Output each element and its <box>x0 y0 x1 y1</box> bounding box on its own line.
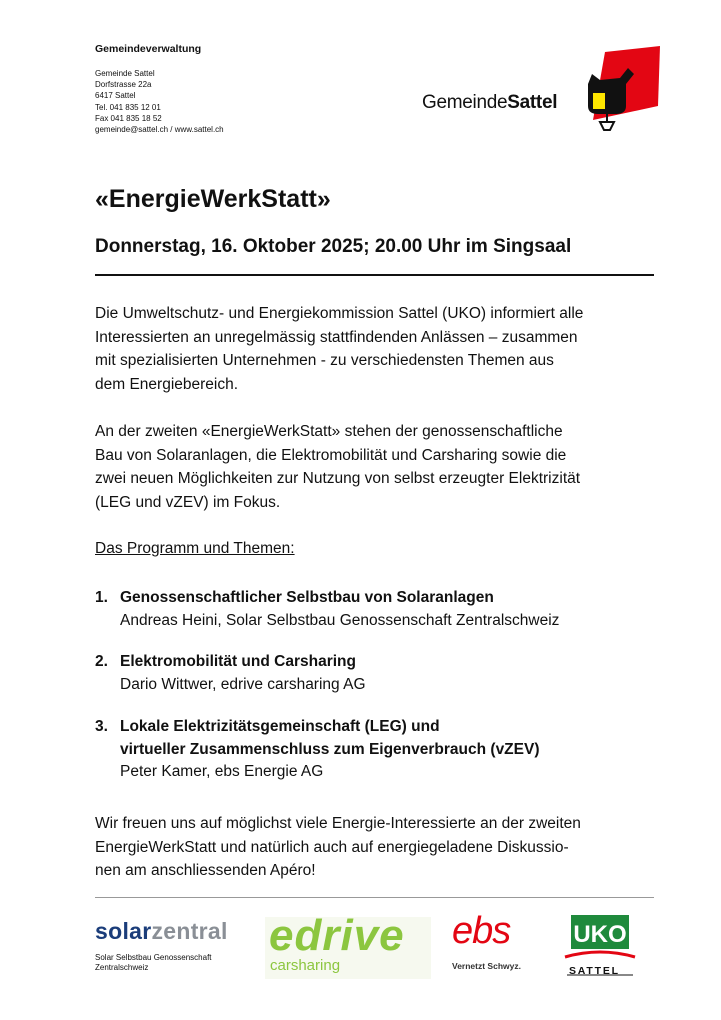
item-title: Elektromobilität und Carsharing <box>120 653 356 670</box>
closing-paragraph <box>95 812 665 883</box>
solar-sub-line: Zentralschweiz <box>95 963 149 972</box>
text-line: An der zweiten «EnergieWerkStatt» stehen der genossenschaftliche <box>95 423 563 440</box>
text-line: Wir freuen uns auf möglichst viele Energie-Interessierte an der zweiten <box>95 815 581 832</box>
solarzentral-logo <box>95 918 228 973</box>
item-title: virtueller Zusammenschluss zum Eigenverbrauch (vZEV) <box>120 740 540 758</box>
edrive-word: edrive <box>269 911 405 960</box>
program-heading: Das Programm und Themen: <box>95 540 295 557</box>
address-line: Fax 041 835 18 52 <box>95 113 162 123</box>
logo-text-light: Gemeinde <box>422 92 508 113</box>
uko-sub: SATTEL <box>569 965 620 977</box>
text-line: mit spezialisierten Unternehmen - zu verschiedensten Themen aus <box>95 352 554 369</box>
uko-sattel-logo <box>561 913 639 978</box>
org-title: Gemeindeverwaltung <box>95 43 202 55</box>
footer-divider <box>95 897 654 898</box>
address-line: 6417 Sattel <box>95 91 136 101</box>
text-line: nen am anschliessenden Apéro! <box>95 862 316 879</box>
text-line: zwei neuen Möglichkeiten zur Nutzung von selbst erzeugter Elektrizität <box>95 470 581 487</box>
address-line: Tel. 041 835 12 01 <box>95 102 161 112</box>
contact-line: gemeinde@sattel.ch / www.sattel.ch <box>95 125 224 135</box>
solar-word-b: zentral <box>151 918 228 944</box>
text-line: (LEG und vZEV) im Fokus. <box>95 493 281 511</box>
item-speaker: Andreas Heini, Solar Selbstbau Genossenschaft Zentralschweiz <box>120 611 560 629</box>
saddle-emblem-icon <box>420 44 665 134</box>
divider <box>95 274 654 276</box>
edrive-logo <box>265 911 431 979</box>
uko-word: UKO <box>573 921 627 948</box>
item-number: 3. <box>95 718 108 735</box>
solar-sub-line: Solar Selbstbau Genossenschaft <box>95 953 212 962</box>
address-line: Gemeinde Sattel <box>95 69 155 78</box>
address-block <box>95 68 224 135</box>
focus-paragraph <box>95 420 665 514</box>
item-title: Genossenschaftlicher Selbstbau von Solaranlagen <box>120 589 494 606</box>
event-date: Donnerstag, 16. Oktober 2025; 20.00 Uhr im Singsaal <box>95 236 572 257</box>
page-title: «EnergieWerkStatt» <box>95 185 331 213</box>
ebs-sub: Vernetzt Schwyz. <box>452 961 521 971</box>
text-line: Die Umweltschutz- und Energiekommission Sattel (UKO) informiert alle <box>95 305 584 322</box>
intro-paragraph <box>95 302 665 396</box>
gemeinde-sattel-logo <box>420 44 665 134</box>
ebs-logo <box>452 910 542 973</box>
text-line: Interessierten an unregelmässig stattfindenden Anlässen – zusammen <box>95 328 578 346</box>
text-line: Bau von Solaranlagen, die Elektromobilität und Carsharing sowie die <box>95 446 567 464</box>
address-line: Dorfstrasse 22a <box>95 80 152 90</box>
text-line: dem Energiebereich. <box>95 375 239 393</box>
ebs-word: ebs <box>452 910 511 952</box>
logo-text-bold: Sattel <box>507 92 558 113</box>
item-title: Lokale Elektrizitätsgemeinschaft (LEG) und <box>120 718 440 735</box>
text-line: EnergieWerkStatt und natürlich auch auf energiegeladene Diskussio- <box>95 838 569 856</box>
edrive-sub: carsharing <box>270 957 341 974</box>
solar-word-a: solar <box>95 918 152 944</box>
item-number: 1. <box>95 589 108 606</box>
item-number: 2. <box>95 653 108 670</box>
item-speaker: Peter Kamer, ebs Energie AG <box>120 763 324 780</box>
logo-wordmark <box>422 92 557 114</box>
item-speaker: Dario Wittwer, edrive carsharing AG <box>120 675 366 693</box>
